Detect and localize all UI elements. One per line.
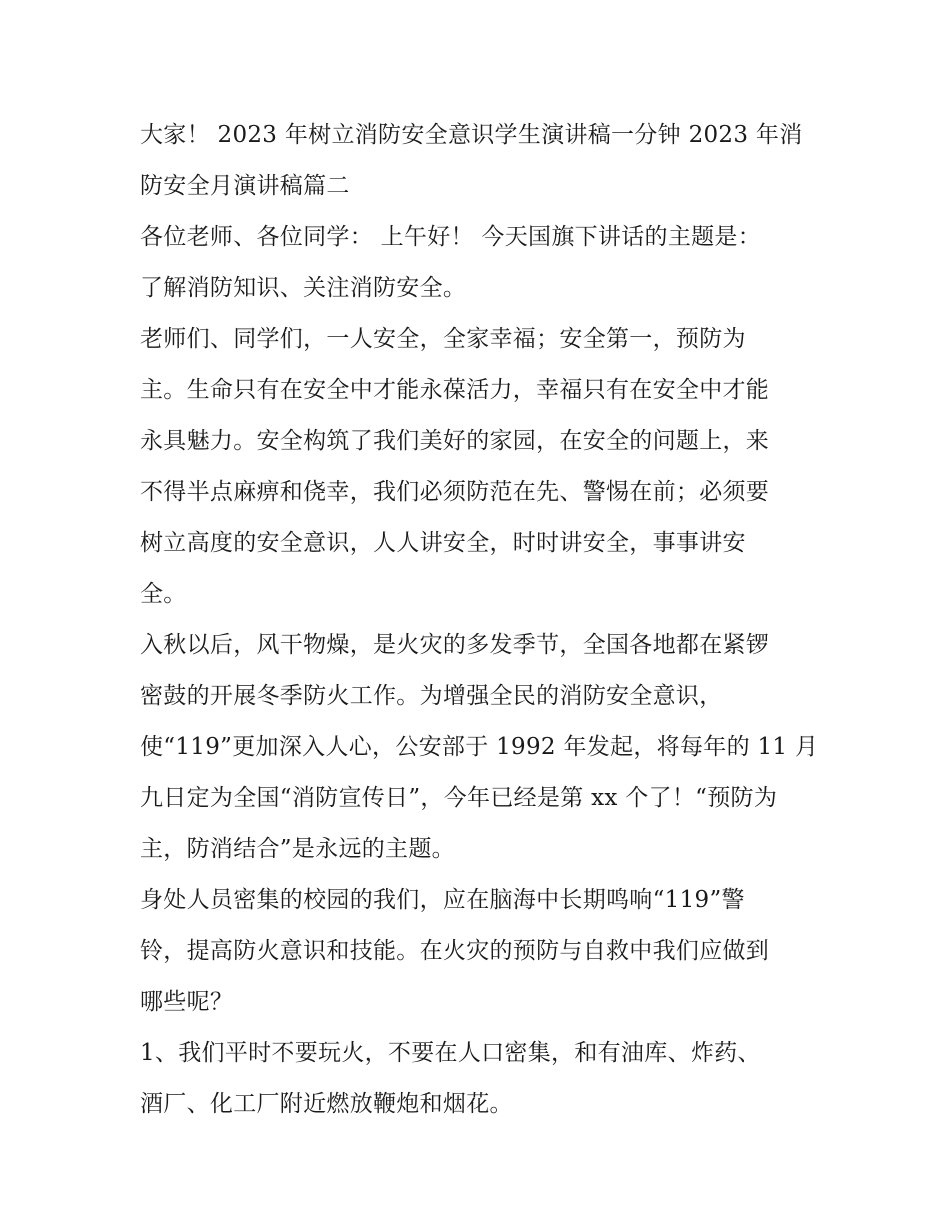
text-line: 永具魅力。安全构筑了我们美好的家园，在安全的问题上，来	[140, 428, 770, 454]
text-line: 使“119”更加深入人心，公安部于 1992 年发起，将每年的 11 月	[140, 734, 819, 760]
text-line: 1、我们平时不要玩火，不要在人口密集，和有油库、炸药、	[140, 1040, 761, 1066]
text-line: 全。	[140, 581, 187, 607]
text-line: 大家！ 2023 年树立消防安全意识学生演讲稿一分钟 2023 年消	[140, 122, 803, 148]
text-line: 主，防消结合”是永远的主题。	[140, 836, 455, 862]
text-line: 老师们、同学们，一人安全，全家幸福；安全第一，预防为	[140, 326, 746, 352]
text-line: 了解消防知识、关注消防安全。	[140, 275, 467, 301]
text-line: 密鼓的开展冬季防火工作。为增强全民的消防安全意识，	[140, 683, 723, 709]
text-line: 身处人员密集的校园的我们，应在脑海中长期鸣响“119”警	[140, 887, 745, 913]
text-line: 各位老师、各位同学： 上午好！ 今天国旗下讲话的主题是：	[140, 224, 762, 250]
text-line: 入秋以后，风干物燥，是火灾的多发季节，全国各地都在紧锣	[140, 632, 770, 658]
text-line: 不得半点麻痹和侥幸，我们必须防范在先、警惕在前；必须要	[140, 479, 770, 505]
text-line: 哪些呢？	[140, 989, 234, 1015]
text-line: 主。生命只有在安全中才能永葆活力，幸福只有在安全中才能	[140, 377, 770, 403]
text-line: 防安全月演讲稿篇二	[140, 173, 350, 199]
text-line: 铃，提高防火意识和技能。在火灾的预防与自救中我们应做到	[140, 938, 770, 964]
text-line: 九日定为全国“消防宣传日”，今年已经是第 xx 个了！“预防为	[140, 785, 778, 811]
document-body	[140, 110, 820, 1130]
text-line: 树立高度的安全意识，人人讲安全，时时讲安全，事事讲安	[140, 530, 746, 556]
text-line: 酒厂、化工厂附近燃放鞭炮和烟花。	[140, 1091, 513, 1117]
